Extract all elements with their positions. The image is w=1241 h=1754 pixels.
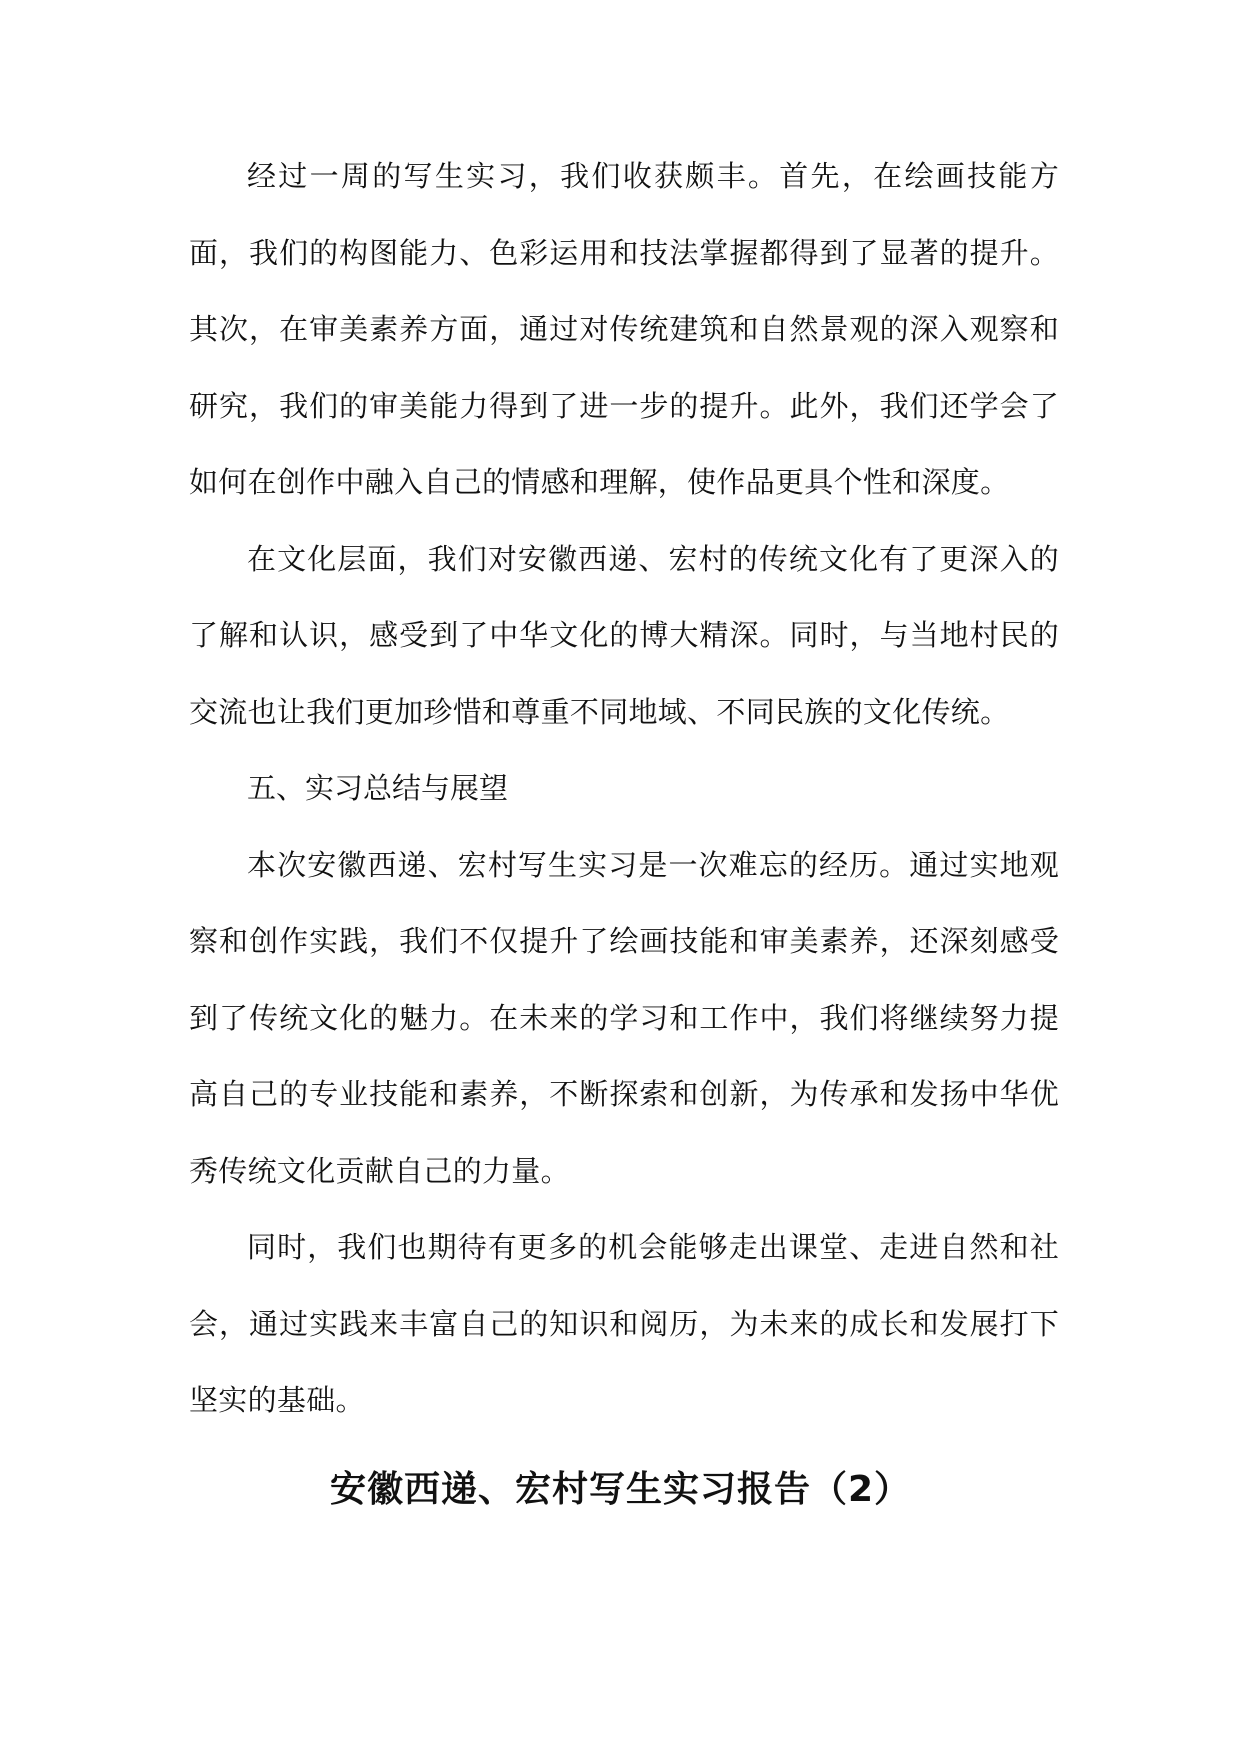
paragraph-summary: 本次安徽西递、宏村写生实习是一次难忘的经历。通过实地观察和创作实践，我们不仅提升了绘画技能和审美素养，还深刻感受到了传统文化的魅力。在未来的学习和工作中，我们将继续努力提高自己的专业技能和素养，不断探索和创新，为传承和发扬中华优秀传统文化贡献自己的力量。 xyxy=(189,847,1059,1188)
section-heading-summary: 五、实习总结与展望 xyxy=(247,771,509,805)
paragraph-culture: 在文化层面，我们对安徽西递、宏村的传统文化有了更深入的了解和认识，感受到了中华文化的博大精深。同时，与当地村民的交流也让我们更加珍惜和尊重不同地域、不同民族的文化传统。 xyxy=(189,541,1059,729)
paragraph-outlook: 同时，我们也期待有更多的机会能够走出课堂、走进自然和社会，通过实践来丰富自己的知识和阅历，为未来的成长和发展打下坚实的基础。 xyxy=(189,1230,1059,1417)
document-body xyxy=(189,138,1059,1439)
paragraph-harvest: 经过一周的写生实习，我们收获颇丰。首先，在绘画技能方面，我们的构图能力、色彩运用和技法掌握都得到了显著的提升。其次，在审美素养方面，通过对传统建筑和自然景观的深入观察和研究，我们的审美能力得到了进一步的提升。此外，我们还学会了如何在创作中融入自己的情感和理解，使作品更具个性和深度。 xyxy=(189,159,1059,499)
report-title: 安徽西递、宏村写生实习报告（2） xyxy=(329,1469,912,1510)
